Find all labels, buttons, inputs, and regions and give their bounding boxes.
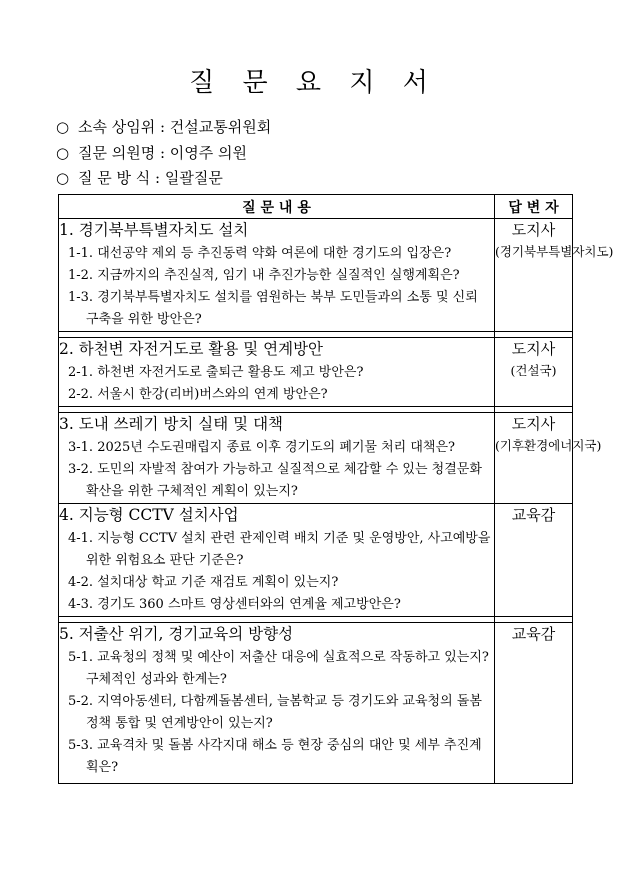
answer-respondent: 도지사 bbox=[511, 221, 556, 239]
table-header-row bbox=[59, 195, 573, 219]
question-table bbox=[58, 194, 614, 784]
meta-member-text: 질문 의원명 : 이영주 의원 bbox=[78, 144, 248, 162]
circle-bullet-icon: ○ bbox=[56, 118, 70, 136]
answer-cell bbox=[495, 504, 573, 617]
question-item: 4-3. 경기도 360 스마트 영상센터와의 연계율 제고방안은? bbox=[68, 597, 401, 612]
question-cell bbox=[59, 504, 495, 617]
section-heading: 5. 저출산 위기, 경기교육의 방향성 bbox=[59, 625, 294, 643]
circle-bullet-icon: ○ bbox=[56, 169, 70, 187]
answer-cell bbox=[495, 219, 614, 332]
document-title: 질 문 요 지 서 bbox=[189, 68, 438, 98]
question-cell bbox=[59, 623, 495, 784]
answer-cell bbox=[495, 338, 573, 407]
table-row bbox=[59, 623, 573, 784]
question-cell bbox=[59, 413, 495, 504]
table-row bbox=[59, 219, 573, 332]
meta-committee bbox=[56, 116, 271, 137]
answer-department: (건설국) bbox=[510, 363, 557, 378]
meta-method-text: 질 문 방 식 : 일괄질문 bbox=[78, 169, 223, 187]
question-item: 4-1. 지능형 CCTV 설치 관련 관제인력 배치 기준 및 운영방안, 사고예방을 위한 위험요소 판단 기준은? bbox=[68, 531, 491, 568]
answer-respondent: 도지사 bbox=[511, 415, 556, 433]
question-cell bbox=[59, 219, 495, 332]
question-item: 3-1. 2025년 수도권매립지 종료 이후 경기도의 폐기물 처리 대책은? bbox=[68, 440, 456, 455]
question-item: 2-1. 하천변 자전거도로 출퇴근 활용도 제고 방안은? bbox=[68, 365, 364, 380]
section-heading: 3. 도내 쓰레기 방치 실태 및 대책 bbox=[59, 415, 284, 433]
circle-bullet-icon: ○ bbox=[56, 144, 70, 162]
table-row bbox=[59, 338, 573, 407]
header-question: 질 문 내 용 bbox=[59, 195, 495, 219]
section-heading: 1. 경기북부특별자치도 설치 bbox=[59, 221, 249, 239]
meta-member bbox=[56, 142, 247, 163]
question-item: 4-2. 설치대상 학교 기준 재검토 계획이 있는지? bbox=[68, 575, 339, 590]
question-item: 1-3. 경기북부특별자치도 설치를 염원하는 북부 도민들과의 소통 및 신뢰 구축을 위한 방안은? bbox=[68, 290, 478, 327]
answer-respondent: 도지사 bbox=[511, 340, 556, 358]
table-row bbox=[59, 504, 573, 617]
meta-committee-text: 소속 상임위 : 건설교통위원회 bbox=[78, 118, 272, 136]
answer-respondent: 교육감 bbox=[511, 625, 556, 643]
question-item: 5-1. 교육청의 정책 및 예산이 저출산 대응에 실효적으로 작동하고 있는지? 구체적인 성과와 한계는? bbox=[68, 650, 489, 687]
section-heading: 2. 하천변 자전거도로 활용 및 연계방안 bbox=[59, 340, 324, 358]
answer-cell bbox=[495, 413, 602, 504]
answer-department: (경기북부특별자치도) bbox=[495, 244, 614, 259]
section-heading: 4. 지능형 CCTV 설치사업 bbox=[59, 506, 239, 524]
question-item: 1-2. 지금까지의 추진실적, 임기 내 추진가능한 실질적인 실행계획은? bbox=[68, 268, 460, 283]
answer-cell bbox=[495, 623, 573, 784]
question-item: 1-1. 대선공약 제외 등 추진동력 약화 여론에 대한 경기도의 입장은? bbox=[68, 246, 452, 261]
meta-method bbox=[56, 167, 223, 188]
question-item: 5-2. 지역아동센터, 다함께돌봄센터, 늘봄학교 등 경기도와 교육청의 돌봄정책 통합 및 연계방안이 있는지? bbox=[68, 694, 482, 731]
question-item: 5-3. 교육격차 및 돌봄 사각지대 해소 등 현장 중심의 대안 및 세부 추진계획은? bbox=[68, 738, 482, 775]
question-item: 2-2. 서울시 한강(리버)버스와의 연계 방안은? bbox=[68, 387, 328, 402]
question-item: 3-2. 도민의 자발적 참여가 가능하고 실질적으로 체감할 수 있는 청결문화 확산을 위한 구체적인 계획이 있는지? bbox=[68, 462, 482, 499]
answer-department: (기후환경에너지국) bbox=[495, 438, 602, 453]
answer-respondent: 교육감 bbox=[511, 506, 556, 524]
header-answer: 답 변 자 bbox=[495, 195, 573, 219]
question-cell bbox=[59, 338, 495, 407]
table-row bbox=[59, 413, 573, 504]
